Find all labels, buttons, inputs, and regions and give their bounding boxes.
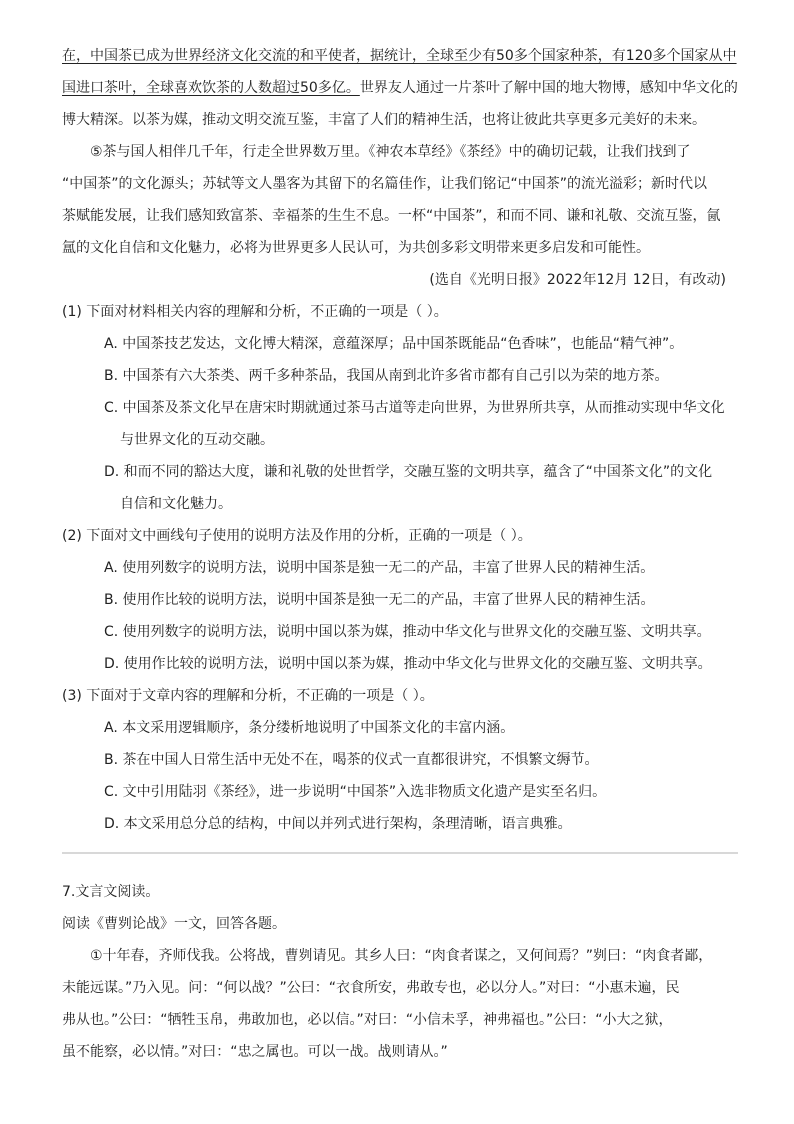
section-title: 7.文言文阅读。 [62, 884, 160, 900]
passage-text: 世界友人通过一片茶叶了解中国的地大物博，感知中华文化的 [359, 80, 738, 96]
question-stem: (1) 下面对材料相关内容的理解和分析，不正确的一项是（ ）。 [62, 304, 448, 320]
question-stem: (3) 下面对于文章内容的理解和分析，不正确的一项是（ ）。 [62, 688, 434, 704]
option-d[interactable]: D. 使用作比较的说明方法，说明中国以茶为媒，推动中华文化与世界文化的交融互鉴、文明共享。 [104, 656, 712, 672]
passage-text-line: 茶赋能发展，让我们感知致富茶、幸福茶的生生不息。一杯“中国茶”，和而不同、谦和礼敬、交流互鉴，氤 [62, 208, 721, 224]
passage-text-line: 氲的文化自信和文化魅力，必将为世界更多人民认可，为共创多彩文明带来更多启发和可能性。 [62, 240, 650, 256]
passage-text-line [62, 40, 738, 72]
underlined-sentence: 在，中国茶已成为世界经济文化交流的和平使者，据统计，全球至少有50多个国家种茶，有120多个国家从中 [62, 48, 737, 64]
option-a[interactable]: A. 本文采用逻辑顺序，条分缕析地说明了中国茶文化的丰富内涵。 [104, 720, 515, 736]
question-stem: (2) 下面对文中画线句子使用的说明方法及作用的分析，正确的一项是（ ）。 [62, 528, 532, 544]
underlined-sentence: 国进口茶叶，全球喜欢饮茶的人数超过50多亿。 [62, 80, 360, 96]
passage-text-line [62, 72, 738, 104]
classical-text-line: 虽不能察，必以情。”对曰：“忠之属也。可以一战。战则请从。” [62, 1044, 448, 1060]
option-a[interactable]: A. 使用列数字的说明方法，说明中国茶是独一无二的产品，丰富了世界人民的精神生活。 [104, 560, 655, 576]
option-b[interactable]: B. 使用作比较的说明方法，说明中国茶是独一无二的产品，丰富了世界人民的精神生活。 [104, 592, 655, 608]
option-c-continuation: 与世界文化的互动交融。 [120, 432, 274, 448]
option-c[interactable]: C. 文中引用陆羽《茶经》，进一步说明“中国茶”入选非物质文化遗产是实至名归。 [104, 784, 607, 800]
section-divider [62, 852, 738, 854]
option-c[interactable]: C. 中国茶及茶文化早在唐宋时期就通过茶马古道等走向世界，为世界所共享，从而推动实现中华文化 [104, 400, 725, 416]
classical-text-line: 未能远谋。”乃入见。问：“何以战？”公曰：“衣食所安，弗敢专也，必以分人。”对曰：“小惠未遍，民 [62, 980, 680, 996]
option-d-continuation: 自信和文化魅力。 [120, 496, 232, 512]
option-b[interactable]: B. 中国茶有六大茶类、两千多种茶品，我国从南到北许多省市都有自己引以为荣的地方茶。 [104, 368, 669, 384]
option-c[interactable]: C. 使用列数字的说明方法，说明中国以茶为媒，推动中华文化与世界文化的交融互鉴、文明共享。 [104, 624, 711, 640]
classical-text-line: ①十年春，齐师伐我。公将战，曹刿请见。其乡人曰：“肉食者谋之，又何间焉？”刿曰：“肉食者鄙， [90, 948, 713, 964]
section-instruction: 阅读《曹刿论战》一文，回答各题。 [62, 916, 286, 932]
option-d[interactable]: D. 和而不同的豁达大度，谦和礼敬的处世哲学，交融互鉴的文明共享，蕴含了“中国茶文化”的文化 [104, 464, 713, 480]
passage-text-line: “中国茶”的文化源头；苏轼等文人墨客为其留下的名篇佳作，让我们铭记“中国茶”的流光溢彩；新时代以 [62, 176, 708, 192]
passage-source: (选自《光明日报》2022年12月 12日，有改动) [429, 272, 726, 288]
option-b[interactable]: B. 茶在中国人日常生活中无处不在，喝茶的仪式一直都很讲究，不惧繁文缛节。 [104, 752, 599, 768]
passage-text-line: 博大精深。以茶为媒，推动文明交流互鉴，丰富了人们的精神生活，也将让彼此共享更多元美好的未来。 [62, 112, 706, 128]
document-page [62, 40, 738, 1068]
option-d[interactable]: D. 本文采用总分总的结构，中间以并列式进行架构，条理清晰，语言典雅。 [104, 816, 572, 832]
option-a[interactable]: A. 中国茶技艺发达，文化博大精深，意蕴深厚；品中国茶既能品“色香味”，也能品“精气神”。 [104, 336, 684, 352]
passage-text-line: ⑤茶与国人相伴几千年，行走全世界数万里。《神农本草经》《茶经》中的确切记载，让我们找到了 [90, 144, 691, 160]
classical-text-line: 弗从也。”公曰：“牺牲玉帛，弗敢加也，必以信。”对曰：“小信未孚，神弗福也。”公曰：“小大之狱， [62, 1012, 673, 1028]
